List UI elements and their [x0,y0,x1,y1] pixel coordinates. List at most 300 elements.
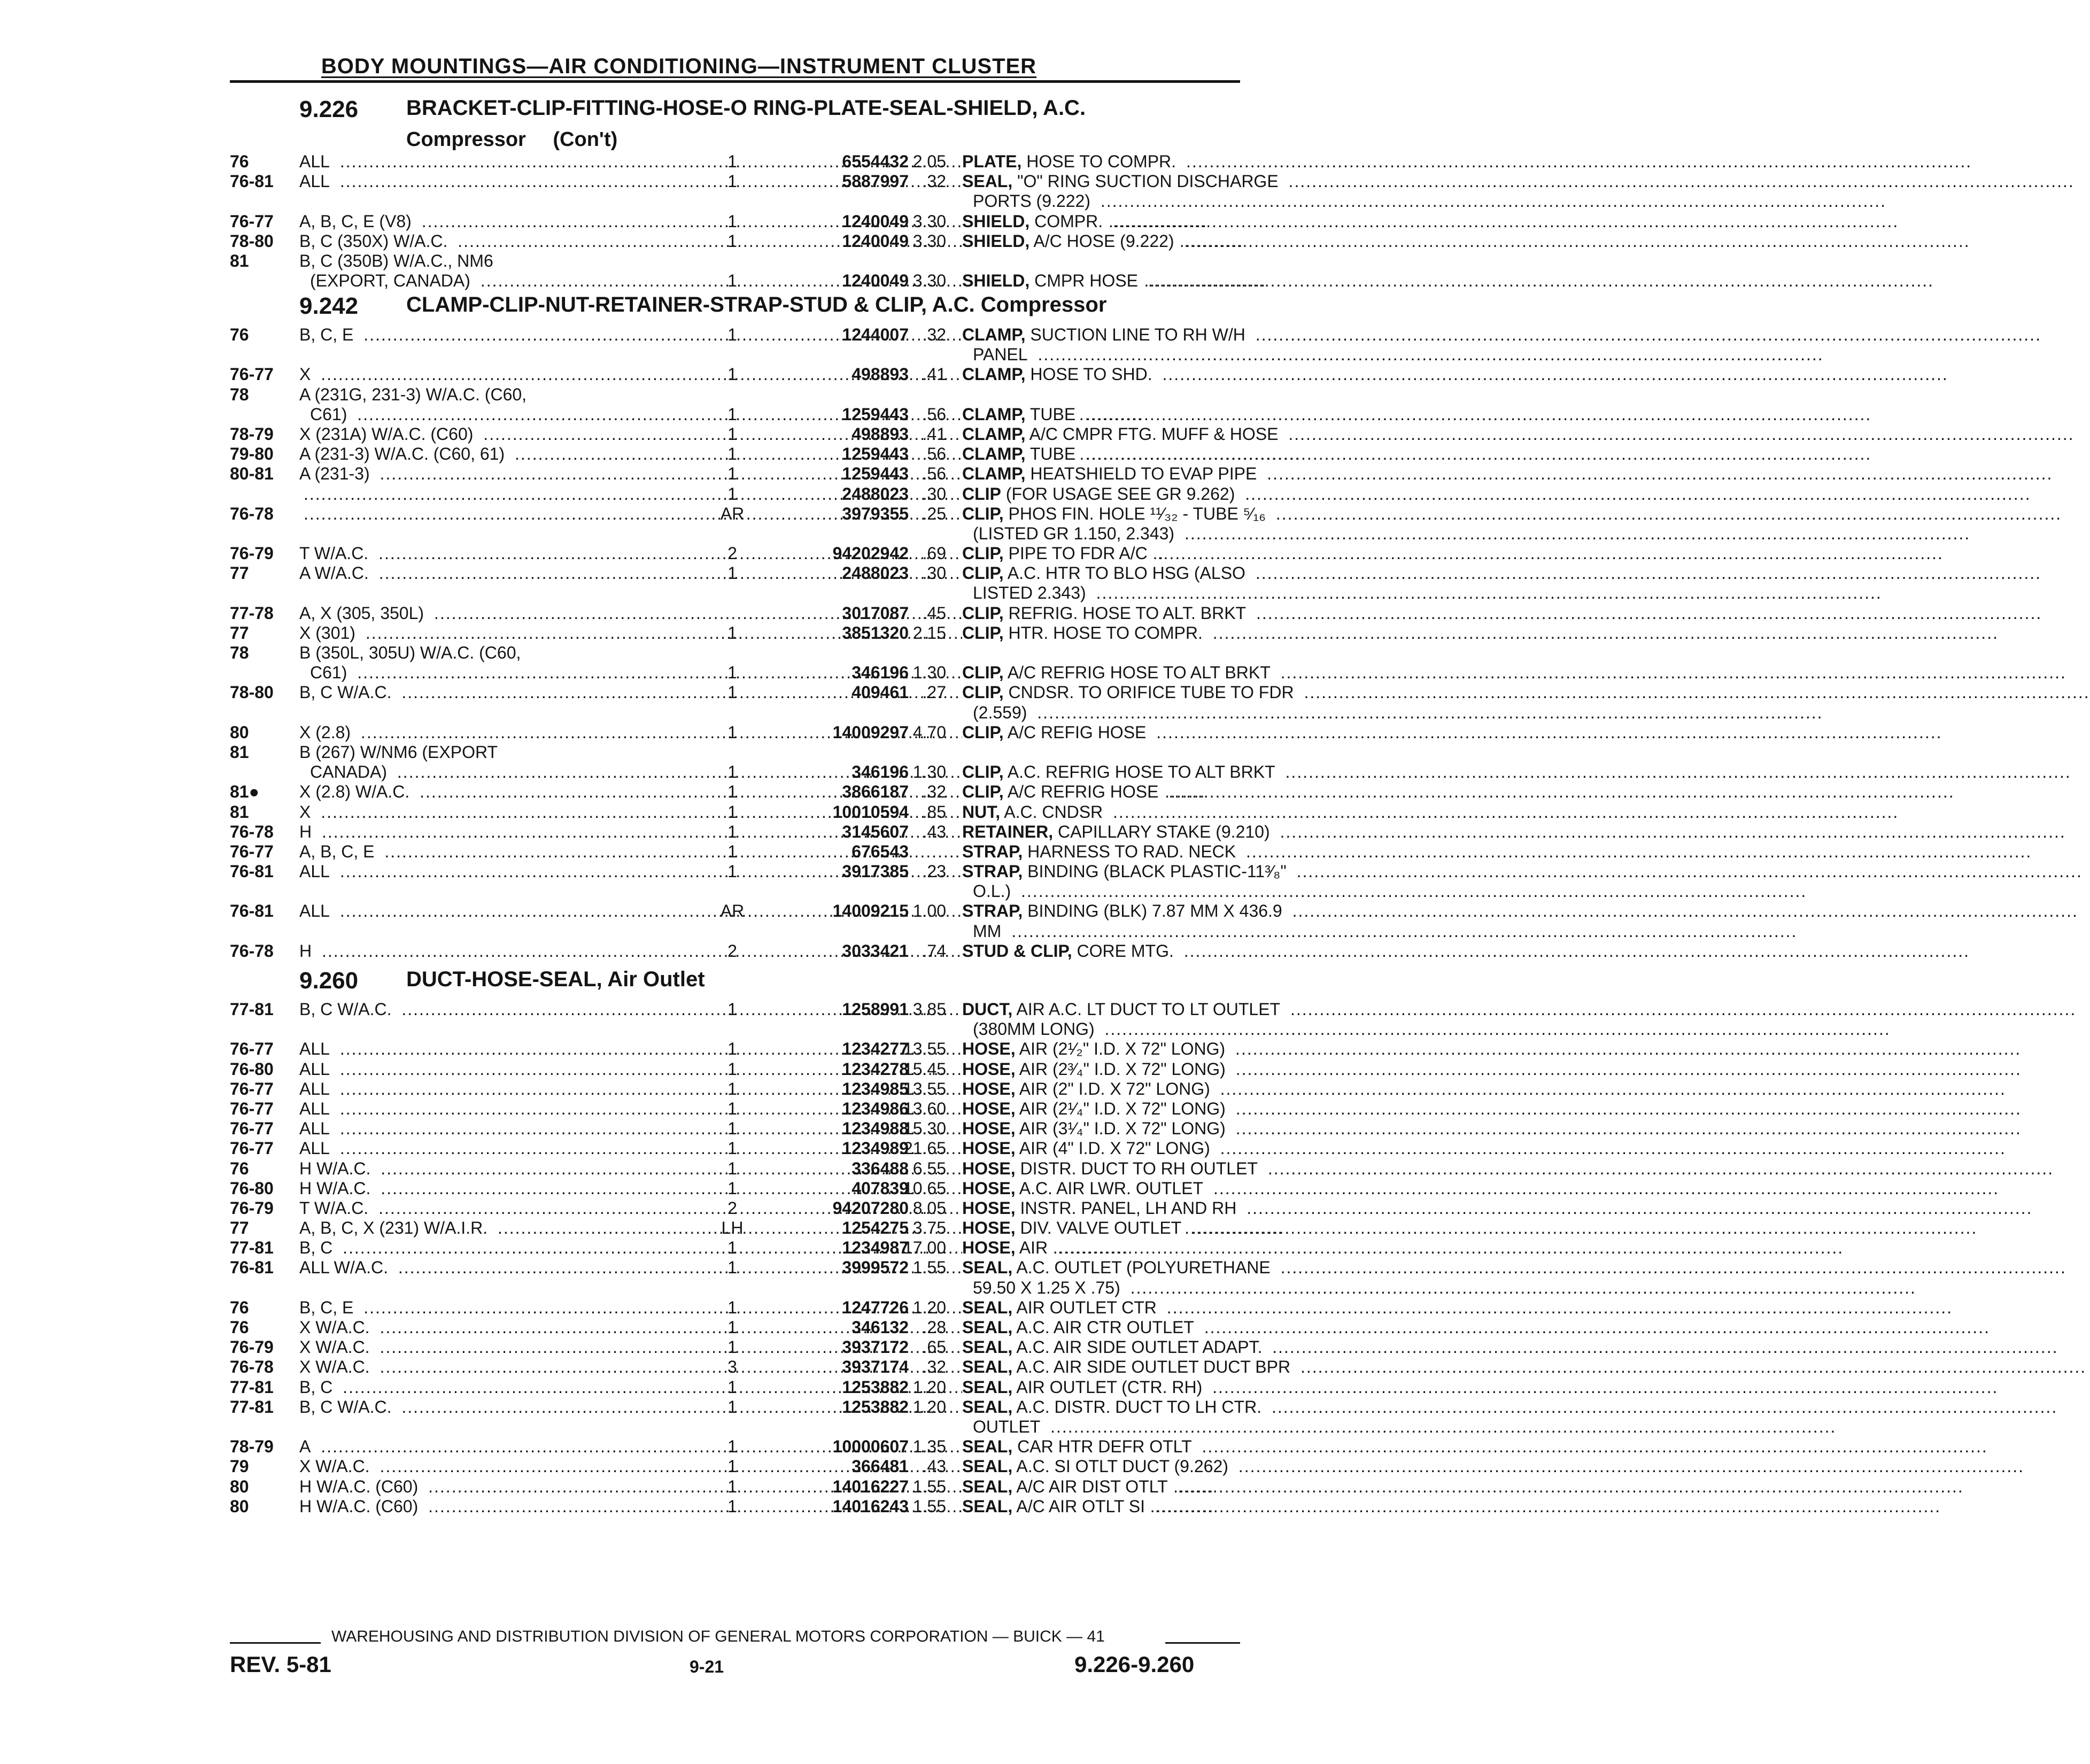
part-description-detail: A.C. AIR CTR OUTLET [1016,1318,1194,1337]
list-price: .69 [922,544,946,563]
part-noun: STRAP, [962,841,1023,861]
model-application-text: ALL [299,1079,334,1098]
list-price: 1.30 [912,663,946,683]
list-price: 6.55 [912,1158,946,1178]
quantity: 1 [727,762,737,782]
list-price: 10.65 [903,1178,946,1198]
model-year: 76-80 [230,1178,274,1198]
part-row-line [230,484,1240,504]
part-description-text [973,922,1005,941]
part-description [962,1497,1240,1517]
part-row-line [230,1099,1240,1119]
model-year: 76-78 [230,941,274,961]
model-year: 77 [230,1218,249,1238]
part-description-text [962,365,1157,384]
part-number: 676543 [852,841,909,861]
part-description-detail: HARNESS TO RAD. NECK [1027,841,1236,861]
part-row [230,1357,1291,1377]
quantity: 1 [727,1079,737,1098]
part-row-line [230,1298,1240,1318]
part-noun: CLIP, [962,663,1004,683]
part-description [962,464,1257,484]
section-title: DUCT-HOSE-SEAL, Air Outlet [406,968,705,991]
part-number: 1234988 [842,1119,909,1139]
part-noun: CLAMP, [962,444,1026,464]
model-year: 80 [230,1476,249,1496]
part-number: 3979355 [842,504,909,523]
part-row-line [230,901,1282,921]
part-description [962,603,1247,623]
part-noun: HOSE, [962,1059,1016,1079]
part-number: 498893 [852,365,909,384]
part-row-line [230,1179,1240,1198]
footer-division-text: WAREHOUSING AND DISTRIBUTION DIVISION OF GENERAL MOTORS CORPORATION — BUICK — 41 [331,1628,1105,1645]
part-noun: CLIP, [962,544,1004,563]
part-row [230,1059,1240,1079]
part-row [230,444,1240,464]
list-price: 1.20 [912,1297,946,1317]
part-number: 1253882 [842,1397,909,1417]
part-row [230,251,1240,291]
part-number: 498893 [852,424,909,444]
part-number: 2488023 [842,563,909,583]
part-row-line [230,504,1266,524]
model-year: 77 [230,563,249,583]
list-price: .56 [922,464,946,484]
list-price: .28 [922,1318,946,1337]
quantity: 1 [727,484,737,504]
parts-list [230,152,1279,291]
part-number: 1234277 [842,1039,909,1059]
model-year: 78 [230,384,249,404]
part-row-line [230,862,1287,881]
part-noun: CLIP, [962,563,1004,583]
part-row-line [230,1198,1240,1218]
part-noun: STRAP, [962,901,1023,921]
part-number: 2488023 [842,484,909,504]
part-description [962,563,1245,583]
part-number: 1234987 [842,1238,909,1258]
quantity: 1 [727,211,737,231]
part-row [230,1218,1240,1238]
part-row [230,1039,1240,1059]
part-number: 3145607 [842,822,909,841]
model-year: 76-77 [230,1079,274,1098]
part-noun: SEAL, [962,1377,1013,1397]
part-row [230,802,1240,822]
part-row-continuation [230,1278,1240,1298]
part-description [962,212,1240,231]
part-row [230,1337,1263,1357]
part-noun: HOSE, [962,1139,1016,1158]
part-description-text [962,623,1207,643]
part-description-text [962,1357,1295,1376]
part-row [230,862,1287,901]
model-year: 76-81 [230,862,274,881]
section-title: CLAMP-CLIP-NUT-RETAINER-STRAP-STUD & CLIP, A.C. Compressor [406,293,1107,316]
part-description-detail: AIR (4" I.D. X 72" LONG) [1019,1139,1210,1158]
part-description-text [962,152,1180,171]
part-description [962,1039,1240,1059]
part-row-continuation [230,271,1240,291]
quantity: 1 [727,822,737,841]
model-year: 78-79 [230,1437,274,1457]
part-description-text [962,1238,1052,1257]
part-row-continuation [230,405,1240,424]
part-noun: STUD & CLIP, [962,941,1072,961]
model-year: 76-80 [230,1059,274,1079]
part-row-line [230,1000,1281,1019]
part-number: 1254275 [842,1218,909,1238]
part-description-detail: A.C. HTR TO BLO HSG (ALSO [1007,563,1245,583]
model-year: 76-79 [230,544,274,563]
part-description [962,723,1240,742]
list-price: .41 [922,365,946,384]
part-description [962,623,1240,643]
part-description [962,1477,1240,1497]
page-number: 9-21 [690,1657,724,1676]
part-description-text [962,1179,1207,1198]
part-description-detail: SUCTION LINE TO RH W/H [1030,325,1245,344]
part-noun: CLIP, [962,762,1004,782]
part-noun: CLIP, [962,722,1004,742]
model-application-text [299,484,304,504]
part-row-line [230,172,1279,191]
list-price: .32 [922,325,946,344]
title-rule [230,80,1240,83]
part-row-line [230,1378,1240,1397]
part-row-continuation [230,191,1240,211]
part-number: 94207280 [832,1198,909,1218]
model-year: 76 [230,1158,249,1178]
part-description-text [962,504,1270,523]
part-description-text [962,1039,1229,1058]
part-noun: SEAL, [962,1318,1013,1337]
part-row [230,1378,1240,1397]
part-description-text [962,1457,1233,1476]
model-application-text: X W/A.C. [299,1457,374,1476]
part-row [230,603,1247,623]
part-description-detail: A.C. OUTLET (POLYURETHANE [1016,1258,1271,1278]
part-description [962,484,1240,504]
part-description [973,1278,1240,1298]
list-price: .65 [922,1337,946,1357]
section-number: 9.242 [299,293,359,319]
model-year: 76-81 [230,1258,274,1278]
part-row [230,212,1240,231]
quantity: 1 [727,1039,737,1059]
part-row [230,1198,1240,1218]
part-description-text [962,1477,1172,1496]
part-description [962,1198,1240,1218]
part-description-detail: PIPE TO FDR A/C [1008,544,1148,563]
part-description-detail: PORTS (9.222) [973,191,1090,211]
part-noun: SEAL, [962,1337,1013,1357]
part-description-text [962,1059,1230,1079]
part-noun: SHIELD, [962,231,1030,251]
list-price: .85 [922,802,946,822]
model-application-text: B, C W/A.C. [299,1000,396,1019]
list-price: .23 [922,862,946,881]
part-noun: SEAL, [962,1457,1013,1476]
part-description-text [962,1437,1196,1456]
part-description-detail: A.C. REFRIG HOSE TO ALT BRKT [1007,762,1275,782]
model-year: 76-77 [230,1098,274,1118]
part-row [230,842,1240,862]
list-price: .43 [922,1457,946,1476]
part-row-line [230,424,1279,444]
list-price: .56 [922,404,946,424]
model-application-text: A W/A.C. [299,563,373,583]
quantity: 1 [727,722,737,742]
part-row [230,1179,1240,1198]
part-row-line [230,822,1270,842]
part-number: 3017087 [842,603,909,623]
part-row-line [230,1039,1240,1059]
part-description-text [962,723,1150,742]
part-description-detail: CORE MTG. [1077,941,1174,961]
part-noun: CLAMP, [962,365,1026,384]
list-price: 4.70 [912,722,946,742]
part-row-line [230,1437,1240,1457]
part-description-detail: CMPR HOSE [1034,271,1138,291]
model-application-text: H [299,941,316,961]
part-description-text [973,1278,1125,1297]
part-description-text [962,212,1107,231]
list-price: .45 [922,603,946,623]
part-description-detail: AIR (2³⁄₄" I.D. X 72" LONG) [1019,1059,1226,1079]
parts-list [230,1000,1291,1517]
part-row [230,723,1240,742]
part-row [230,424,1279,444]
quantity: 2 [727,544,737,563]
list-price: 3.30 [912,231,946,251]
part-number: 1247726 [842,1297,909,1317]
model-year: 77-81 [230,1377,274,1397]
quantity: 1 [727,271,737,291]
part-description-text [962,683,1298,702]
part-description [962,544,1240,563]
part-row [230,1139,1240,1158]
model-year: 80 [230,722,249,742]
part-noun: DUCT, [962,1000,1013,1019]
part-number: 346196 [852,762,909,782]
model-application-text: A, B, C, X (231) W/A.I.R. [299,1218,492,1237]
model-application-text: H W/A.C. (C60) [299,1497,422,1516]
model-application: A (231G, 231-3) W/A.C. (C60, [299,384,527,404]
part-description [962,325,1245,345]
section-subtitle-continued: (Con't) [553,128,618,151]
part-number: 1240049 [842,231,909,251]
model-year: 78-80 [230,683,274,702]
part-description [962,1457,1240,1476]
model-year: 78-80 [230,231,274,251]
part-row-line [230,1139,1240,1158]
part-description-detail: CAR HTR DEFR OTLT [1017,1437,1192,1457]
model-application-text: ALL [299,172,334,191]
model-year: 78 [230,643,249,662]
part-noun: SHIELD, [962,271,1030,291]
list-price: 13.55 [903,1039,946,1059]
part-number: 1240049 [842,271,909,291]
part-description-detail: A/C REFRIG HOSE [1007,782,1159,802]
part-description-text [962,604,1250,623]
part-row [230,1318,1240,1337]
model-year: 80 [230,1496,249,1516]
part-description-text [962,663,1275,682]
quantity: 2 [727,1198,737,1218]
model-application-text: ALL [299,1139,334,1158]
part-noun: CLIP, [962,782,1004,802]
part-description [962,762,1275,782]
part-description [962,1139,1240,1158]
part-description [973,881,1240,901]
part-row-continuation [230,703,1240,723]
part-description [962,231,1240,251]
part-row-continuation [230,345,1240,365]
part-description-text [962,325,1250,344]
part-row-continuation [230,663,1271,683]
quantity: 2 [727,941,737,961]
part-number: 366481 [852,1457,909,1476]
section-subtitle-main: Compressor [406,128,526,151]
part-row-continuation [230,881,1240,901]
part-noun: PLATE, [962,152,1022,171]
part-description-detail: A.C. AIR SIDE OUTLET DUCT BPR [1016,1357,1291,1377]
model-year: 77 [230,623,249,643]
part-row-line [230,1218,1240,1238]
list-price: 1.20 [912,1377,946,1397]
list-price: 1.00 [912,901,946,921]
model-year: 79-80 [230,444,274,464]
model-application-text: A, X (305, 350L) [299,604,428,623]
part-number: 3917385 [842,862,909,881]
quantity: 1 [727,663,737,683]
part-description [962,1179,1240,1198]
part-number: 407839 [852,1178,909,1198]
part-description-text [962,1258,1275,1277]
revision-label: REV. 5-81 [230,1652,331,1677]
part-row-continuation [230,1417,1240,1437]
footer-rule-left [230,1642,321,1644]
section-9-226 [230,96,1279,291]
part-noun: HOSE, [962,1079,1016,1098]
part-row-line [230,464,1257,484]
section-title: BRACKET-CLIP-FITTING-HOSE-O RING-PLATE-SEAL-SHIELD, A.C. [406,96,1086,120]
part-row-line [230,563,1245,583]
part-description [962,802,1240,822]
parts-list [230,325,1294,961]
part-number: 14016243 [832,1496,909,1516]
part-number: 3851320 [842,623,909,643]
model-year: 77-81 [230,1238,274,1258]
part-description [962,1258,1271,1278]
model-year: 80-81 [230,464,274,484]
part-noun: NUT, [962,802,1001,822]
part-description-detail: A.C. AIR SIDE OUTLET ADAPT. [1016,1337,1263,1357]
model-application-text: A (231-3) [299,464,374,483]
quantity: 1 [727,1000,737,1019]
part-description-detail: PANEL [973,345,1028,365]
model-application-text: X [299,802,315,822]
list-price: .30 [922,484,946,504]
part-row [230,484,1240,504]
part-row [230,1497,1240,1517]
part-number: 1258991 [842,1000,909,1019]
list-price: .25 [922,504,946,523]
section-heading [230,968,1240,1000]
model-application-text: X W/A.C. [299,1357,374,1376]
part-description-text [962,842,1240,861]
part-noun: CLIP, [962,683,1004,702]
part-noun: SEAL, [962,1357,1013,1377]
part-row-line [230,152,1240,172]
part-row-line [230,1357,1291,1377]
part-description-text [962,941,1178,961]
part-description-detail: A/C CMPR FTG. MUFF & HOSE [1029,424,1279,444]
quantity: 1 [727,1098,737,1118]
part-row-line [230,1158,1258,1179]
quantity: 1 [727,325,737,344]
model-application-text: C61) [310,405,351,424]
quantity: 1 [727,1158,737,1178]
part-row-line [230,723,1240,742]
part-description-detail: A.C. SI OTLT DUCT (9.262) [1016,1457,1228,1476]
part-description-detail: (LISTED GR 1.150, 2.343) [973,523,1175,543]
model-year: 76-77 [230,1039,274,1059]
part-description-detail: AIR OUTLET CTR [1016,1297,1157,1317]
part-row-line [230,1457,1240,1476]
model-application-text: CANADA) [310,762,391,782]
part-row-line [230,623,1240,643]
part-description [962,271,1240,291]
model-application-text: H W/A.C. (C60) [299,1477,422,1496]
part-row-line [230,365,1240,384]
part-description [962,1397,1262,1417]
quantity: 1 [727,1476,737,1496]
model-application-text: X (2.8) [299,723,355,742]
quantity: 1 [727,444,737,464]
part-number: 1240049 [842,211,909,231]
quantity: 1 [727,862,737,881]
part-description [962,1079,1240,1099]
section-subtitle [230,128,1240,152]
list-price: 3.30 [912,211,946,231]
model-application-text: ALL [299,901,334,920]
model-year: 76 [230,325,249,344]
part-description [973,1417,1240,1437]
model-year: 81 [230,802,249,822]
part-number: 10010594 [832,802,909,822]
model-application-text: X (2.8) W/A.C. [299,782,414,801]
part-description [962,424,1279,444]
part-description-detail: CNDSR. TO ORIFICE TUBE TO FDR [1008,683,1294,702]
section-range: 9.226-9.260 [1074,1652,1195,1677]
model-year: 76-77 [230,1139,274,1158]
model-application: B (350L, 305U) W/A.C. (C60, [299,643,521,662]
model-year: 76-77 [230,211,274,231]
part-number: 346132 [852,1318,909,1337]
part-noun: CLIP, [962,623,1004,643]
quantity: 1 [727,1178,737,1198]
model-year: 76-79 [230,1198,274,1218]
part-description-detail: LISTED 2.343) [973,583,1086,603]
part-description [962,365,1240,384]
part-noun: HOSE, [962,1198,1016,1218]
model-application-text: C61) [310,663,351,682]
part-description-detail: A/C REFIG HOSE [1007,722,1147,742]
part-description-detail: REFRIG. HOSE TO ALT. BRKT [1008,603,1247,623]
